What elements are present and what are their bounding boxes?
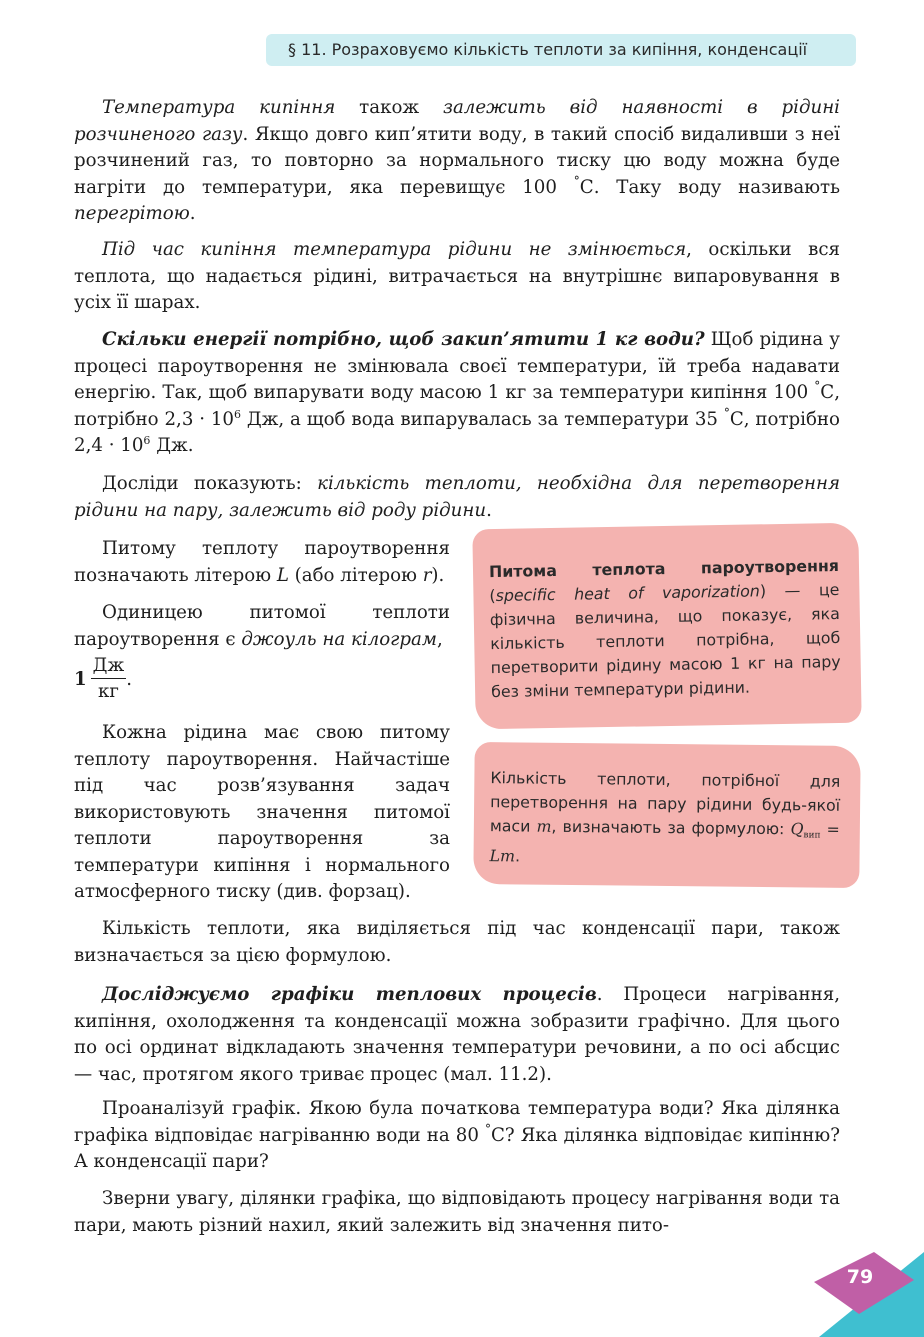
section-title: § 11. Розраховуємо кількість теплоти за кипіння, конденсації bbox=[288, 40, 808, 59]
heat-formula: $Q_{вип} = Lm$ bbox=[489, 819, 840, 866]
paragraph-graphs: Досліджуємо графіки теплових процесів. Процеси нагрівання, кипіння, охолодження та конденсації можна зобразити графічно. Для цього по осі ординат відкладають значення температури речовини, а по осі абсцис — час, протягом якого триває процес (мал. 11.2). bbox=[74, 984, 840, 1085]
definition-box: Питома теплота пароутворення (specific heat of vaporization) — це фізична величина, що показує, яка кількість теплоти потрібна, щоб перетворити рідину масою 1 кг на пару без зміни температури рідини. bbox=[472, 523, 861, 730]
paragraph-experiments: Досліди показують: кількість теплоти, необхідна для перетворення рідини на пару, залежить від роду рідини. bbox=[74, 473, 840, 521]
definition-english-term: specific heat of vaporization bbox=[495, 581, 761, 605]
definition-term: Питома теплота пароутворення bbox=[488, 555, 840, 582]
paragraph-energy-question: Скільки енергії потрібно, щоб закип’ятити 1 кг води? Щоб рідина у процесі пароутворення не змінювала своєї температури, їй треба надавати енергію. Так, щоб випарувати воду масою 1 кг за температури кипіння 100 °С, потрібно $2,3 \cdot 10^6$ Дж, а щоб вода випарувалась за температури 35 °С, потрібно $2,4 \cdot 10^6$ Дж. bbox=[74, 329, 841, 456]
page-corner-decoration bbox=[724, 1232, 924, 1337]
paragraph-analyze-graph: Проаналізуй графік. Якою була початкова температура води? Яка ділянка графіка відповідає нагріванню води на 80 °С? Яка ділянка відповідає кипінню? А конденсації пари? bbox=[74, 1098, 841, 1172]
unit-fraction: 1 $\frac{Дж}{кг}$ . bbox=[74, 655, 132, 702]
page-number: 79 bbox=[846, 1266, 874, 1288]
paragraph-boiling-temperature: Температура кипіння також залежить від наявності в рідині розчиненого газу. Якщо довго кип’ятити воду, в такий спосіб видаливши з неї розчинений газ, то повторно за нормального тиску цю воду можна буде нагріти до температури, яка перевищує 100 °С. Таку воду називають перегрітою. bbox=[74, 97, 841, 224]
formula-box: Кількість теплоти, потрібної для перетворення на пару рідини будь-якої маси m, визначають за формулою: $Q_{вип} = Lm$. bbox=[473, 742, 860, 888]
section-header bbox=[266, 34, 856, 66]
paragraph-condensation: Кількість теплоти, яка виділяється під час конденсації пари, також визначається за цією формулою. bbox=[74, 918, 840, 966]
paragraph-attention: Зверни увагу, ділянки графіка, що відповідають процесу нагрівання води та пари, мають різний нахил, який залежить від значення пито- bbox=[74, 1188, 840, 1236]
paragraph-each-liquid: Кожна рідина має свою питому теплоту пароутворення. Найчастіше під час розв’язування задач використовують значення питомої теплоти пароутворення за температури кипіння і нормального атмосферного тиску (див. форзац). bbox=[74, 722, 450, 902]
paragraph-temperature-constant: Під час кипіння температура рідини не змінюється, оскільки вся теплота, що надається рідині, витрачається на внутрішнє випаровування в усіх її шарах. bbox=[74, 239, 840, 313]
paragraph-unit: Одиницею питомої теплоти пароутворення є джоуль на кілограм, bbox=[74, 602, 450, 650]
paragraph-notation: Питому теплоту пароутворення позначають літерою L (або літерою r). bbox=[74, 538, 450, 586]
